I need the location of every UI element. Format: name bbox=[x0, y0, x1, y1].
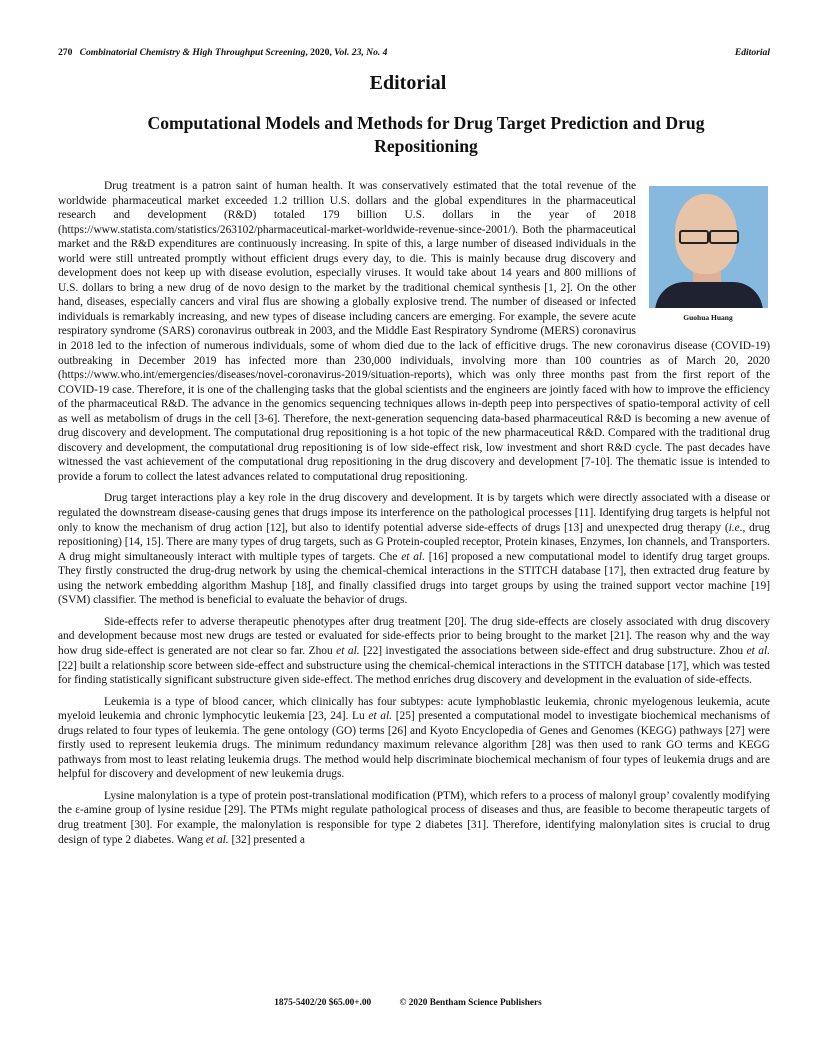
page-footer bbox=[0, 998, 816, 1008]
journal-name: Combinatorial Chemistry & High Throughput Screening bbox=[79, 47, 306, 58]
paragraph: Leukemia is a type of blood cancer, which clinically has four subtypes: acute lymphoblastic leukemia, chronic myelogenous leukemia, acute myeloid leukemia and chronic lymphocytic leukemia [23, 24]. Lu et al. [25] presented a computational model to investigate biochemical mechanisms of drugs related to four types of leukemia. The gene ontology (GO) terms [26] and Kyoto Encyclopedia of Genes and Genomes (KEGG) pathways [27] were firstly used to represent leukemia drugs. The minimum redundancy maximum relevance algorithm [28] was then used to rank GO terms and KEGG pathways from most to least relating leukemia drugs. The method would help discriminate biochemical mechanism of four types of leukemia drugs and are helpful for discovery and development of new leukemia drugs. bbox=[58, 695, 771, 781]
paragraph: Lysine malonylation is a type of protein post-translational modification (PTM), which refers to a process of malonyl group’ covalently modifying the ε-amine group of lysine residue [29]. The PTMs might regulate pathological process of diseases and thus, are feasible to become therapeutic targets of drug treatment [30]. For example, the malonylation is responsible for type 2 diabetes [31]. Therefore, identifying malonylation sites is crucial to drug design of type 2 diabetes. Wang et al. [32] presented a bbox=[58, 789, 770, 846]
article-body bbox=[58, 179, 770, 854]
running-head-left: 270 Combinatorial Chemistry & High Throughput Screening, 2020, Vol. 23, No. 4 bbox=[58, 47, 388, 58]
section-title: Editorial bbox=[369, 72, 447, 94]
issn-price: 1875-5402/20 $65.00+.00 bbox=[274, 998, 372, 1008]
journal-year: 2020, bbox=[310, 47, 332, 58]
journal-volume: Vol. 23, No. 4 bbox=[334, 47, 388, 58]
copyright: © 2020 Bentham Science Publishers bbox=[399, 998, 542, 1008]
author-figure bbox=[646, 186, 770, 326]
article-title: Computational Models and Methods for Drug Target Prediction and Drug Repositioning bbox=[147, 113, 705, 156]
paragraph: Side-effects refer to adverse therapeutic phenotypes after drug treatment [20]. The drug side-effects are closely associated with drug discovery and development because most new drugs are tested or evaluated for side-effects prior to being brought to the market [21]. The reason why and the way how drug side-effect is generated are not clear so far. Zhou et al. [22] investigated the associations between side-effect and drug substructure. Zhou et al. [22] built a relationship score between side-effect and substructure using the chemical-chemical interactions in the STITCH database [17], which was tested for finding statistically significant substructure given side-effect. The method enriches drug discovery and development in the evaluation of side-effects. bbox=[58, 615, 771, 687]
author-caption: Guohua Huang bbox=[683, 313, 733, 323]
paragraph: Drug treatment is a patron saint of human health. It was conservatively estimated that the total revenue of the worldwide pharmaceutical market exceeded 1.2 trillion U.S. dollars and the global expenditures in the pharmaceutical research and development (R&D) totaled 179 billion U.S. dollars in the year of 2018 (https://www.statista.com/statistics/263102/pharmaceutical-market-worldwide-revenue-since-2001/). Both the pharmaceutical market and the R&D expenditures are continuously increasing. In spite of this, a large number of diseased individuals in the world were still untreated promptly without efficient drugs every day, to die. This is mainly because drug discovery and development does not keep up with disease evolution, especially viruses. It would take about 14 years and 800 millions of U.S. dollars to bring a new drug of de novo design to the market by the traditional chemical synthesis [1, 2]. On the other hand, diseases, especially cancers and viral flus are showing a globally explosive trend. The number of diseased or infected individuals is remarkably increasing, and new types of disease including cancers are emerging. For example, the severe acute respiratory syndrome (SARS) coronavirus outbreak in 2003, and the Middle East Respiratory Syndrome (MERS) coronavirus in 2018 led to the infection of numerous individuals, some of whom died due to the lack of efficitive drugs. The new coronavirus disease (COVID-19) outbreaking in December 2019 has infected more than 230,000 individuals, involving more than 100 countries as of March 20, 2020 (https://www.who.int/emergencies/diseases/novel-coronavirus-2019/situation-reports), which was only three months past from the first report of the COVID-19 case. Therefore, it is one of the challenging tasks that the global scientists and the engineers are jointly faced with how to improve the efficiency of the pharmaceutical R&D. The advance in the genomics sequencing techniques allows in-depth peep into perspectives of spatio-temporal activity of cell as well as metabolism of drugs in the cell [3-6]. Therefore, the next-generation sequencing data-based pharmaceutical R&D is becoming a new avenue of drug discovery and development. The computational drug repositioning is a hot topic of the new pharmaceutical R&D. Compared with the traditional drug discovery and development, the computational drug repositioning is of low side-effect risk, low investment and short R&D cycle. The past decades have witnessed the vast achievement of the computational drug repositioning in the drug discovery and development [7-10]. The thematic issue is intended to provide a forum to collect the latest advances related to computational drug repositioning. bbox=[58, 180, 770, 483]
page-number: 270 bbox=[58, 47, 73, 58]
author-portrait-photo bbox=[649, 186, 768, 308]
running-head bbox=[58, 47, 770, 58]
running-head-section: Editorial bbox=[734, 47, 770, 58]
paragraph: Drug target interactions play a key role in the drug discovery and development. It is by targets which were directly associated with a disease or regulated the downstream disease-causing genes that drugs impose its interference on the pathological processes [11]. Identifying drug targets is helpful not only to know the mechanism of drug action [12], but also to identify potential adverse side-effects of drugs [13] and unexpected drug therapy (i.e., drug repositioning) [14, 15]. There are many types of drug targets, such as G Protein-coupled receptor, Protein kinases, Enzymes, Ion channels, and Transporters. A drug might simultaneously interact with multiple types of targets. Che et al. [16] proposed a new computational model to identify drug target groups. They firstly constructed the drug-drug network by using the chemical-chemical interactions in the STITCH database [17], then extracted drug feature by using the network embedding algorithm Mashup [18], and finally classified drugs into target groups by using the trained support vector machine [19] (SVM) classifier. The method is beneficial to evaluate the behavior of drugs. bbox=[58, 492, 770, 607]
